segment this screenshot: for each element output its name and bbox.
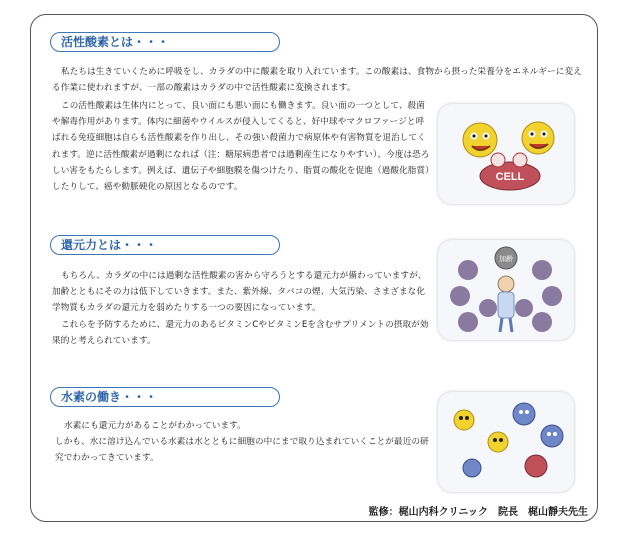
section-text-reducing-power [52, 268, 430, 349]
section-text-active-oxygen-body [52, 98, 430, 195]
section-heading-active-oxygen: 活性酸素とは・・・ [50, 32, 280, 52]
cell-label: CELL [495, 171, 525, 183]
illustration-aging-factors [438, 240, 574, 340]
paragraph: しかも、水に溶け込んでいる水素は水とともに細胞の中にまで取り込まれていくことが最近の研究でわかってきています。 [55, 437, 429, 464]
illustration-hydrogen [438, 392, 574, 492]
paragraph: この活性酸素は生体内にとって、良い面にも悪い面にも働きます。良い面の一つとして、殺菌や解毒作用があります。体内に細菌やウイルスが侵入してくると、好中球やマクロファージと呼ばれる免疫細胞は自らも活性酸素を作り出し、その強い殺菌力で病原体や有害物質を退治してくれます。逆に活性酸素が過剰になれば（注：糖尿病患者では過剰産生になりやすい）、今度は恐ろしい害をもたらします。例えば、遺伝子や細胞膜を傷つけたり、脂質の酸化を促進（過酸化脂質）したりして、癌や動脈硬化の原因となるのです。 [52, 101, 430, 193]
section-heading-hydrogen: 水素の働き・・・ [50, 387, 280, 407]
paragraph: もちろん、カラダの中には過剰な活性酸素の害から守ろうとする還元力が備わっていますが、加齢とともにその力は低下していきます。また、紫外線、タバコの煙、大気汚染、さまざまな化学物質もカラダの還元力を弱めたりする一つの要因になっています。 [52, 271, 427, 314]
paragraph: 私たちは生きていくために呼吸をし、カラダの中に酸素を取り入れています。この酸素は、食物から摂った栄養分をエネルギーに変える作業に使われますが、一部の酸素はカラダの中で活性酸素に変換されます。 [52, 67, 582, 94]
supervisor-credit: 監修：梶山内科クリニック 院長 梶山靜夫先生 [368, 507, 588, 518]
illustration-active-oxygen [438, 104, 574, 204]
section-text-hydrogen [55, 418, 433, 467]
section-text-active-oxygen-intro [52, 64, 582, 96]
aging-label: 加齢 [499, 255, 513, 263]
paragraph: 水素にも還元力があることがわかっています。 [64, 421, 246, 431]
section-heading-reducing-power: 還元力とは・・・ [50, 235, 280, 255]
paragraph: これらを予防するために、還元力のあるビタミンCやビタミンEを含むサプリメントの摂取が効果的と考えられています。 [52, 319, 429, 346]
